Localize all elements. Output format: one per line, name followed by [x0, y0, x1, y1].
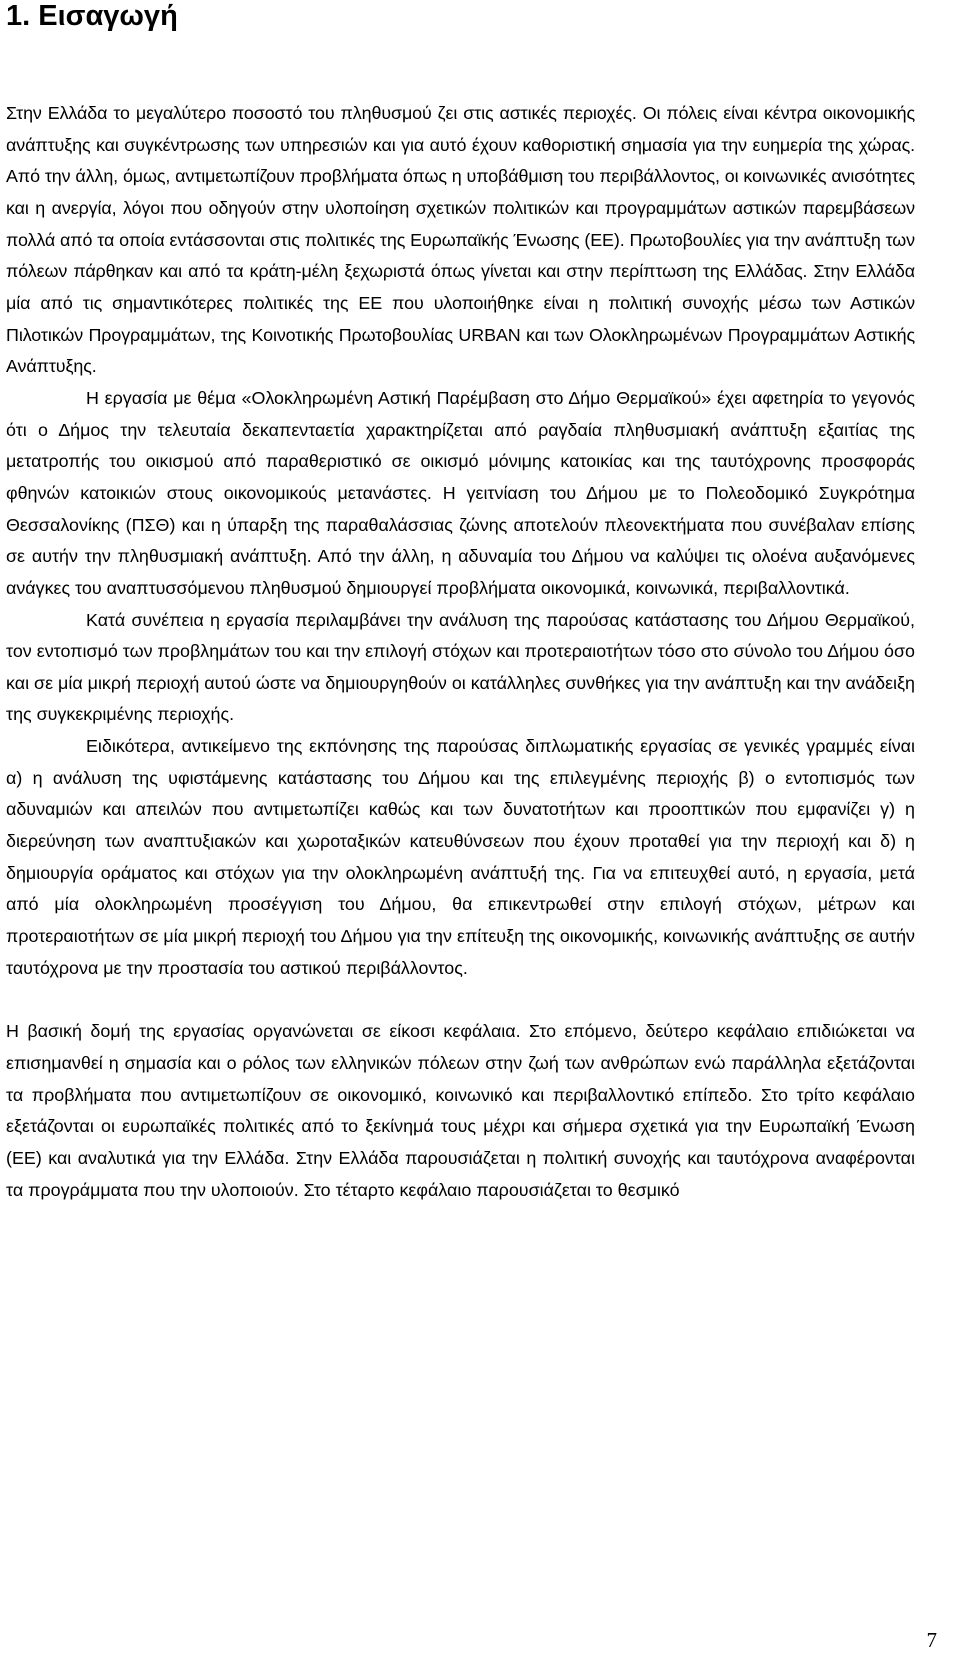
body-text [6, 98, 915, 1206]
paragraph-5: Η βασική δομή της εργασίας οργανώνεται σε είκοσι κεφάλαια. Στο επόμενο, δεύτερο κεφάλαιο επιδιώκεται να επισημανθεί η σημασία και ο ρόλος των ελληνικών πόλεων στην ζωή των ανθρώπων ενώ παράλληλα εξετάζονται τα προβλήματα που αντιμετωπίζουν σε οικονομικό, κοινωνικό και περιβαλλοντικό επίπεδο. Στο τρίτο κεφάλαιο εξετάζονται οι ευρωπαϊκές πολιτικές από το ξεκίνημά τους μέχρι και σήμερα σχετικά για την Ευρωπαϊκή Ένωση (ΕΕ) και αναλυτικά για την Ελλάδα. Στην Ελλάδα παρουσιάζεται η πολιτική συνοχής και ταυτόχρονα αναφέρονται τα προγράμματα που την υλοποιούν. Στο τέταρτο κεφάλαιο παρουσιάζεται το θεσμικό [6, 1021, 915, 1200]
section-heading: 1. Εισαγωγή [6, 0, 178, 32]
paragraph-gap [6, 984, 915, 1016]
paragraph-2: Η εργασία με θέμα «Ολοκληρωμένη Αστική Παρέμβαση στο Δήμο Θερμαϊκού» έχει αφετηρία το γεγονός ότι ο Δήμος την τελευταία δεκαπενταετία χαρακτηρίζεται από ραγδαία πληθυσμιακή ανάπτυξη εξαιτίας της μετατροπής του οικισμού από παραθεριστικό σε οικισμό μόνιμης κατοικίας και της ταυτόχρονης προσφοράς φθηνών κατοικιών στους οικονομικούς μετανάστες. Η γειτνίαση του Δήμου με το Πολεοδομικό Συγκρότημα Θεσσαλονίκης (ΠΣΘ) και η ύπαρξη της παραθαλάσσιας ζώνης αποτελούν πλεονεκτήματα που συνέβαλαν επίσης σε αυτήν την πληθυσμιακή ανάπτυξη. Από την άλλη, η αδυναμία του Δήμου να καλύψει τις ολοένα αυξανόμενες ανάγκες του αναπτυσσόμενου πληθυσμού δημιουργεί προβλήματα οικονομικά, κοινωνικά, περιβαλλοντικά. [6, 387, 915, 598]
paragraph-1: Στην Ελλάδα το μεγαλύτερο ποσοστό του πληθυσμού ζει στις αστικές περιοχές. Οι πόλεις είναι κέντρα οικονομικής ανάπτυξης και συγκέντρωσης των υπηρεσιών και για αυτό έχουν καθοριστική σημασία για την ευημερία της χώρας. Από την άλλη, όμως, αντιμετωπίζουν προβλήματα όπως η υποβάθμιση του περιβάλλοντος, οι κοινωνικές ανισότητες και η ανεργία, λόγοι που οδηγούν στην υλοποίηση σχετικών πολιτικών και προγραμμάτων αστικών παρεμβάσεων πολλά από τα οποία εντάσσονται στις πολιτικές της Ευρωπαϊκής Ένωσης (ΕΕ). Πρωτοβουλίες για την ανάπτυξη των πόλεων πάρθηκαν και από τα κράτη-μέλη ξεχωριστά όπως γίνεται και στην περίπτωση της Ελλάδας. Στην Ελλάδα μία από τις σημαντικότερες πολιτικές της ΕΕ που υλοποιήθηκε είναι η πολιτική συνοχής μέσω των Αστικών Πιλοτικών Προγραμμάτων, της Κοινοτικής Πρωτοβουλίας URBAN και των Ολοκληρωμένων Προγραμμάτων Αστικής Ανάπτυξης. [6, 103, 915, 377]
page-number: 7 [926, 1628, 937, 1652]
paragraph-4: Ειδικότερα, αντικείμενο της εκπόνησης της παρούσας διπλωματικής εργασίας σε γενικές γραμμές είναι α) η ανάλυση της υφιστάμενης κατάστασης του Δήμου και της επιλεγμένης περιοχής β) ο εντοπισμός των αδυναμιών και απειλών που αντιμετωπίζει καθώς και των δυνατοτήτων και προοπτικών που εμφανίζει γ) η διερεύνηση των αναπτυξιακών και χωροταξικών κατευθύνσεων που έχουν προταθεί για την περιοχή και δ) η δημιουργία οράματος και στόχων για την ολοκληρωμένη ανάπτυξή της. Για να επιτευχθεί αυτό, η εργασία, μετά από μία ολοκληρωμένη προσέγγιση του Δήμου, θα επικεντρωθεί στην επιλογή στόχων, μέτρων και προτεραιοτήτων σε μία μικρή περιοχή του Δήμου για την επίτευξη της οικονομικής, κοινωνικής ανάπτυξης σε αυτήν ταυτόχρονα με την προστασία του αστικού περιβάλλοντος. [6, 736, 915, 978]
paragraph-3: Κατά συνέπεια η εργασία περιλαμβάνει την ανάλυση της παρούσας κατάστασης του Δήμου Θερμαϊκού, τον εντοπισμό των προβλημάτων του και την επιλογή στόχων και προτεραιοτήτων τόσο στο σύνολο του Δήμου όσο και σε μία μικρή περιοχή αυτού ώστε να δημιουργηθούν οι κατάλληλες συνθήκες για την ανάπτυξη και την ανάδειξη της συγκεκριμένης περιοχής. [6, 609, 915, 725]
